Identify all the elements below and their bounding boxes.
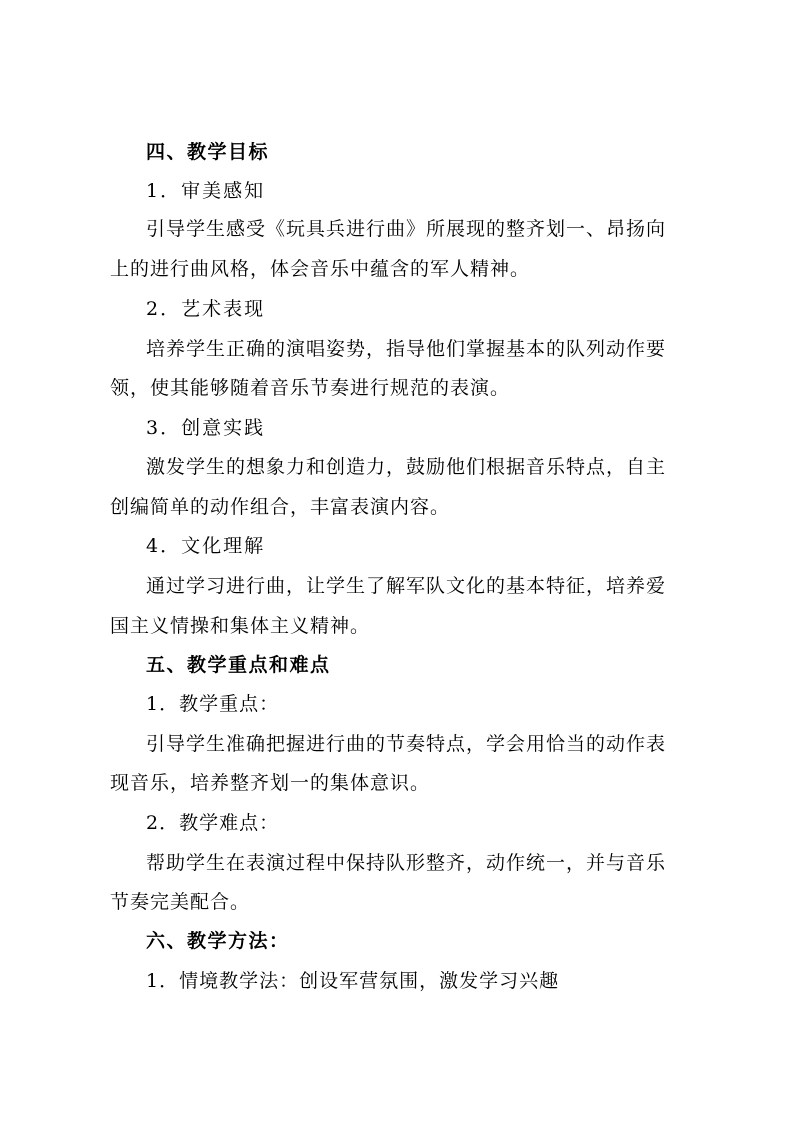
paragraph-line: 创编简单的动作组合，丰富表演内容。 (110, 496, 451, 518)
section-heading-teaching-goals: 四、教学目标 (146, 141, 270, 163)
paragraph-line: 帮助学生在表演过程中保持队形整齐，动作统一，并与音乐 (146, 852, 667, 874)
paragraph-line: 引导学生感受《玩具兵进行曲》所展现的整齐划一、昂扬向 (146, 218, 667, 240)
paragraph-line: 引导学生准确把握进行曲的节奏特点，学会用恰当的动作表 (146, 733, 667, 755)
paragraph-line: 领，使其能够随着音乐节奏进行规范的表演。 (110, 377, 511, 399)
paragraph-line: 培养学生正确的演唱姿势，指导他们掌握基本的队列动作要 (146, 338, 667, 360)
section-heading-key-points: 五、教学重点和难点 (146, 654, 331, 676)
paragraph-line: 上的进行曲风格，体会音乐中蕴含的军人精神。 (110, 258, 531, 280)
subheading-artistic-expression: 2．艺术表现 (146, 298, 266, 320)
subheading-teaching-focus: 1．教学重点： (146, 693, 280, 715)
subheading-teaching-difficulty: 2．教学难点： (146, 812, 280, 834)
subheading-cultural-understanding: 4．文化理解 (146, 535, 266, 557)
section-heading-teaching-methods: 六、教学方法： (146, 930, 290, 952)
paragraph-line: 节奏完美配合。 (110, 891, 251, 913)
method-item: 1．情境教学法：创设军营氛围，激发学习兴趣 (146, 970, 560, 992)
subheading-creative-practice: 3．创意实践 (146, 417, 266, 439)
paragraph-line: 通过学习进行曲，让学生了解军队文化的基本特征，培养爱 (146, 575, 667, 597)
subheading-aesthetic-perception: 1．审美感知 (146, 180, 266, 202)
paragraph-line: 国主义情操和集体主义精神。 (110, 615, 371, 637)
paragraph-line: 激发学生的想象力和创造力，鼓励他们根据音乐特点，自主 (146, 456, 667, 478)
paragraph-line: 现音乐，培养整齐划一的集体意识。 (110, 772, 431, 794)
